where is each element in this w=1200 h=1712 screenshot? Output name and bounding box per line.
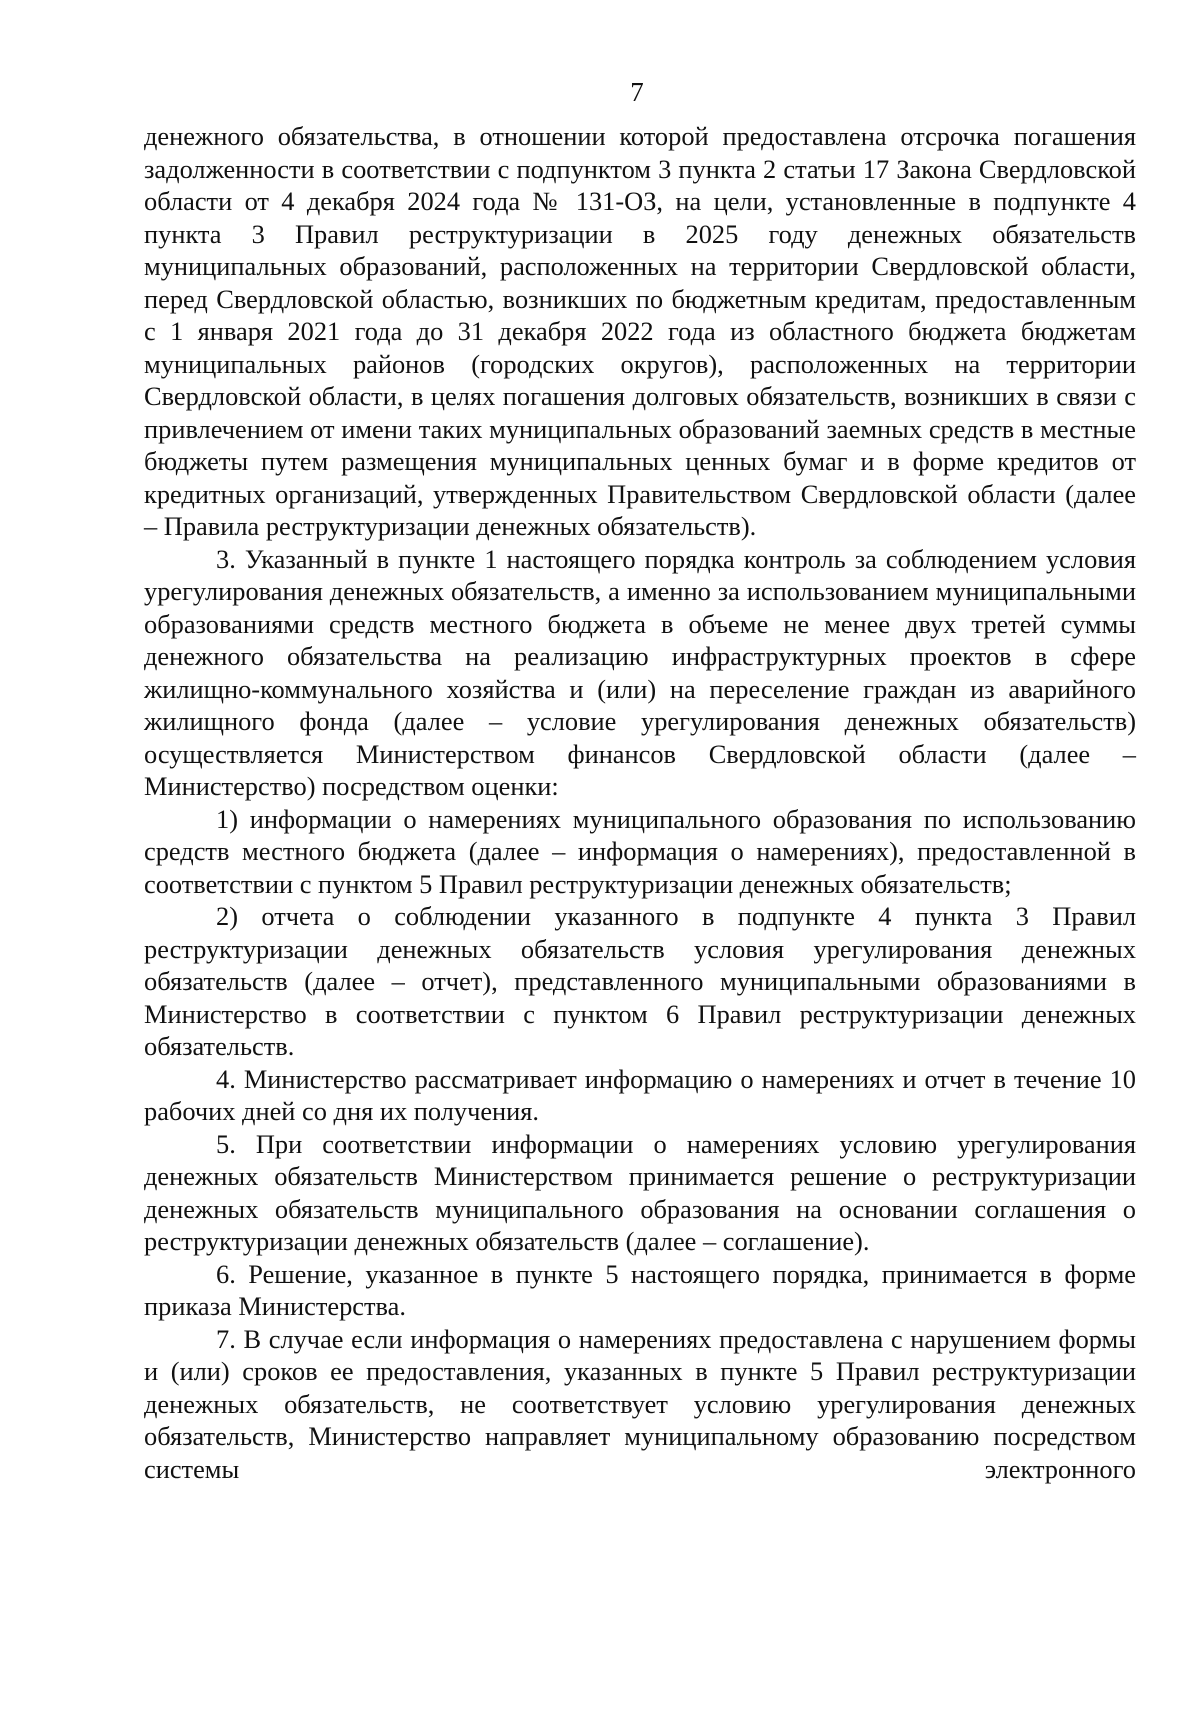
paragraph-item-7: 7. В случае если информация о намерениях предоставлена с нарушением формы и (или) сроков ее предоставления, указанных в пункте 5 Правил реструктуризации денежных обязательств, не соответствует условию урегулирования денежных обязательств, Министерство направляет муниципальному образованию посредством системы электронного <box>144 1323 1136 1484</box>
document-body <box>144 120 1136 1485</box>
paragraph-item-5: 5. При соответствии информации о намерениях условию урегулирования денежных обязательств Министерством принимается решение о реструктуризации денежных обязательств муниципального образования на основании соглашения о реструктуризации денежных обязательств (далее – соглашение). <box>144 1128 1136 1256</box>
paragraph-subitem-2: 2) отчета о соблюдении указанного в подпункте 4 пункта 3 Правил реструктуризации денежных обязательств условия урегулирования денежных обязательств (далее – отчет), представленного муниципальными образованиями в Министерство в соответствии с пунктом 6 Правил реструктуризации денежных обязательств. <box>144 901 1136 1061</box>
paragraph-item-4: 4. Министерство рассматривает информацию о намерениях и отчет в течение 10 рабочих дней со дня их получения. <box>144 1063 1136 1126</box>
page-number: 7 <box>630 77 644 107</box>
paragraph-subitem-1: 1) информации о намерениях муниципального образования по использованию средств местного бюджета (далее – информация о намерениях), предоставленной в соответствии с пунктом 5 Правил реструктуризации денежных обязательств; <box>144 803 1136 899</box>
paragraph-item-3: 3. Указанный в пункте 1 настоящего порядка контроль за соблюдением условия урегулирования денежных обязательств, а именно за использованием муниципальными образованиями средств местного бюджета в объеме не менее двух третей суммы денежного обязательства на реализацию инфраструктурных проектов в сфере жилищно-коммунального хозяйства и (или) на переселение граждан из аварийного жилищного фонда (далее – условие урегулирования денежных обязательств) осуществляется Министерством финансов Свердловской области (далее – Министерство) посредством оценки: <box>144 543 1136 801</box>
paragraph-continuation: денежного обязательства, в отношении которой предоставлена отсрочка погашения задолженности в соответствии с подпунктом 3 пункта 2 статьи 17 Закона Свердловской области от 4 декабря 2024 года № 131-ОЗ, на цели, установленные в подпункте 4 пункта 3 Правил реструктуризации в 2025 году денежных обязательств муниципальных образований, расположенных на территории Свердловской области, перед Свердловской областью, возникших по бюджетным кредитам, предоставленным с 1 января 2021 года до 31 декабря 2022 года из областного бюджета бюджетам муниципальных районов (городских округов), расположенных на территории Свердловской области, в целях погашения долговых обязательств, возникших в связи с привлечением от имени таких муниципальных образований заемных средств в местные бюджеты путем размещения муниципальных ценных бумаг и в форме кредитов от кредитных организаций, утвержденных Правительством Свердловской области (далее – Правила реструктуризации денежных обязательств). <box>144 121 1136 541</box>
paragraph-item-6: 6. Решение, указанное в пункте 5 настоящего порядка, принимается в форме приказа Министерства. <box>144 1258 1136 1321</box>
